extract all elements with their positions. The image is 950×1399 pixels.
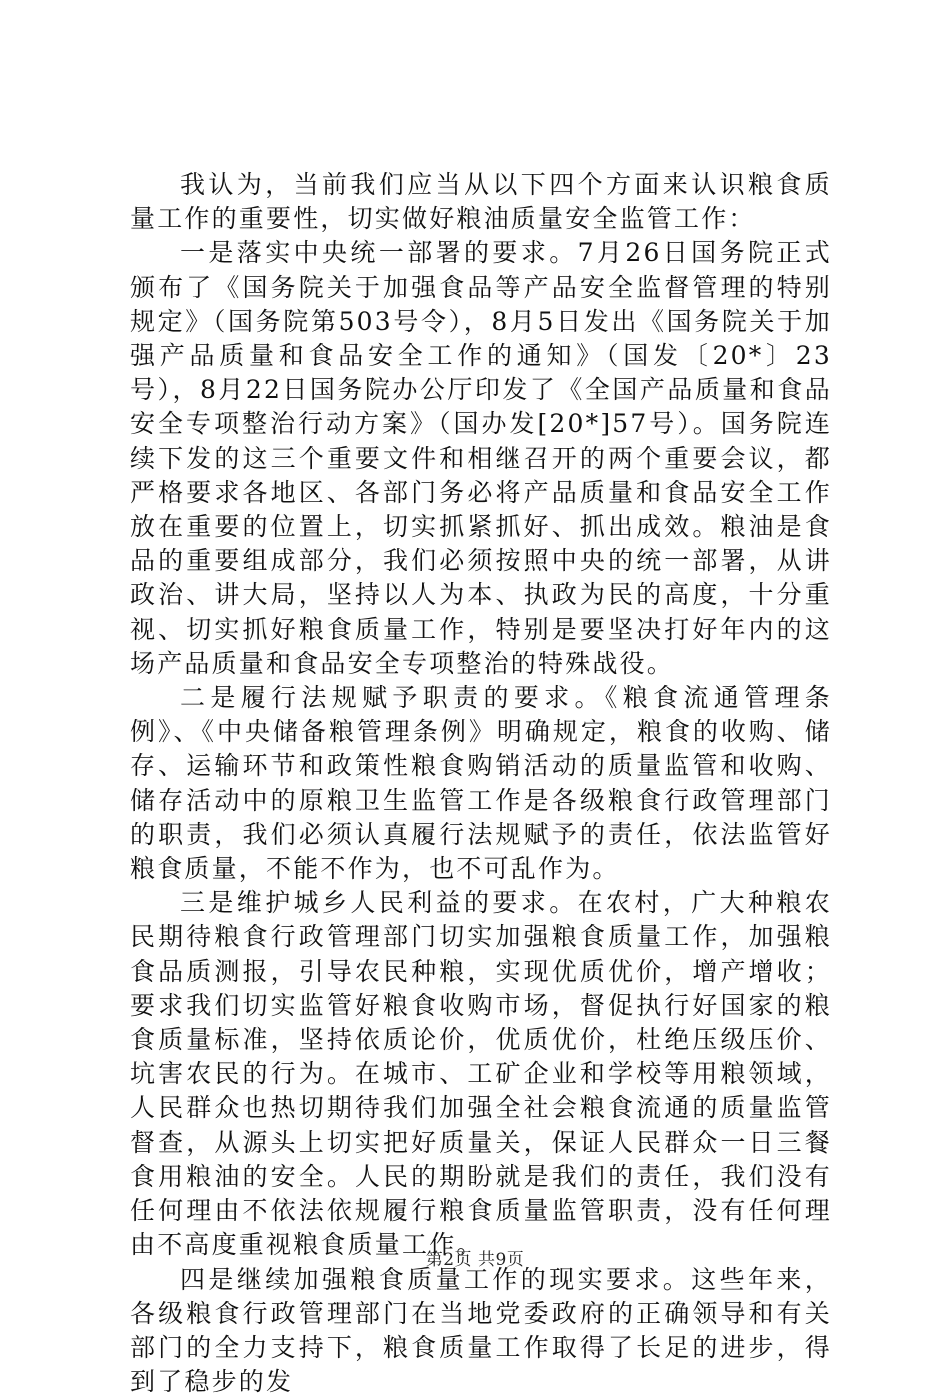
paragraph-point-four: 四是继续加强粮食质量工作的现实要求。这些年来，各级粮食行政管理部门在当地党委政府的正确领导和有关部门的全力支持下，粮食质量工作取得了长足的进步，得到了稳步的发	[130, 1263, 832, 1399]
paragraph-point-two: 二是履行法规赋予职责的要求。《粮食流通管理条例》、《中央储备粮管理条例》明确规定，粮食的收购、储存、运输环节和政策性粮食购销活动的质量监管和收购、储存活动中的原粮卫生监管工作是各级粮食行政管理部门的职责，我们必须认真履行法规赋予的责任，依法监管好粮食质量，不能不作为，也不可乱作为。	[130, 681, 832, 886]
document-body	[130, 168, 832, 1399]
paragraph-point-three: 三是维护城乡人民利益的要求。在农村，广大种粮农民期待粮食行政管理部门切实加强粮食质量工作，加强粮食品质测报，引导农民种粮，实现优质优价，增产增收；要求我们切实监管好粮食收购市场，督促执行好国家的粮食质量标准，坚持依质论价，优质优价，杜绝压级压价、坑害农民的行为。在城市、工矿企业和学校等用粮领域，人民群众也热切期待我们加强全社会粮食流通的质量监管督查，从源头上切实把好质量关，保证人民群众一日三餐食用粮油的安全。人民的期盼就是我们的责任，我们没有任何理由不依法依规履行粮食质量监管职责，没有任何理由不高度重视粮食质量工作。	[130, 886, 832, 1262]
paragraph-intro: 我认为，当前我们应当从以下四个方面来认识粮食质量工作的重要性，切实做好粮油质量安全监管工作：	[130, 168, 832, 236]
page-number-footer: 第2页 共9页	[0, 1245, 950, 1270]
paragraph-point-one: 一是落实中央统一部署的要求。7月26日国务院正式颁布了《国务院关于加强食品等产品安全监督管理的特别规定》（国务院第503号令），8月5日发出《国务院关于加强产品质量和食品安全工作的通知》（国发〔20*〕23号），8月22日国务院办公厅印发了《全国产品质量和食品安全专项整治行动方案》（国办发[20*]57号）。国务院连续下发的这三个重要文件和相继召开的两个重要会议，都严格要求各地区、各部门务必将产品质量和食品安全工作放在重要的位置上，切实抓紧抓好、抓出成效。粮油是食品的重要组成部分，我们必须按照中央的统一部署，从讲政治、讲大局，坚持以人为本、执政为民的高度，十分重视、切实抓好粮食质量工作，特别是要坚决打好年内的这场产品质量和食品安全专项整治的特殊战役。	[130, 236, 832, 681]
